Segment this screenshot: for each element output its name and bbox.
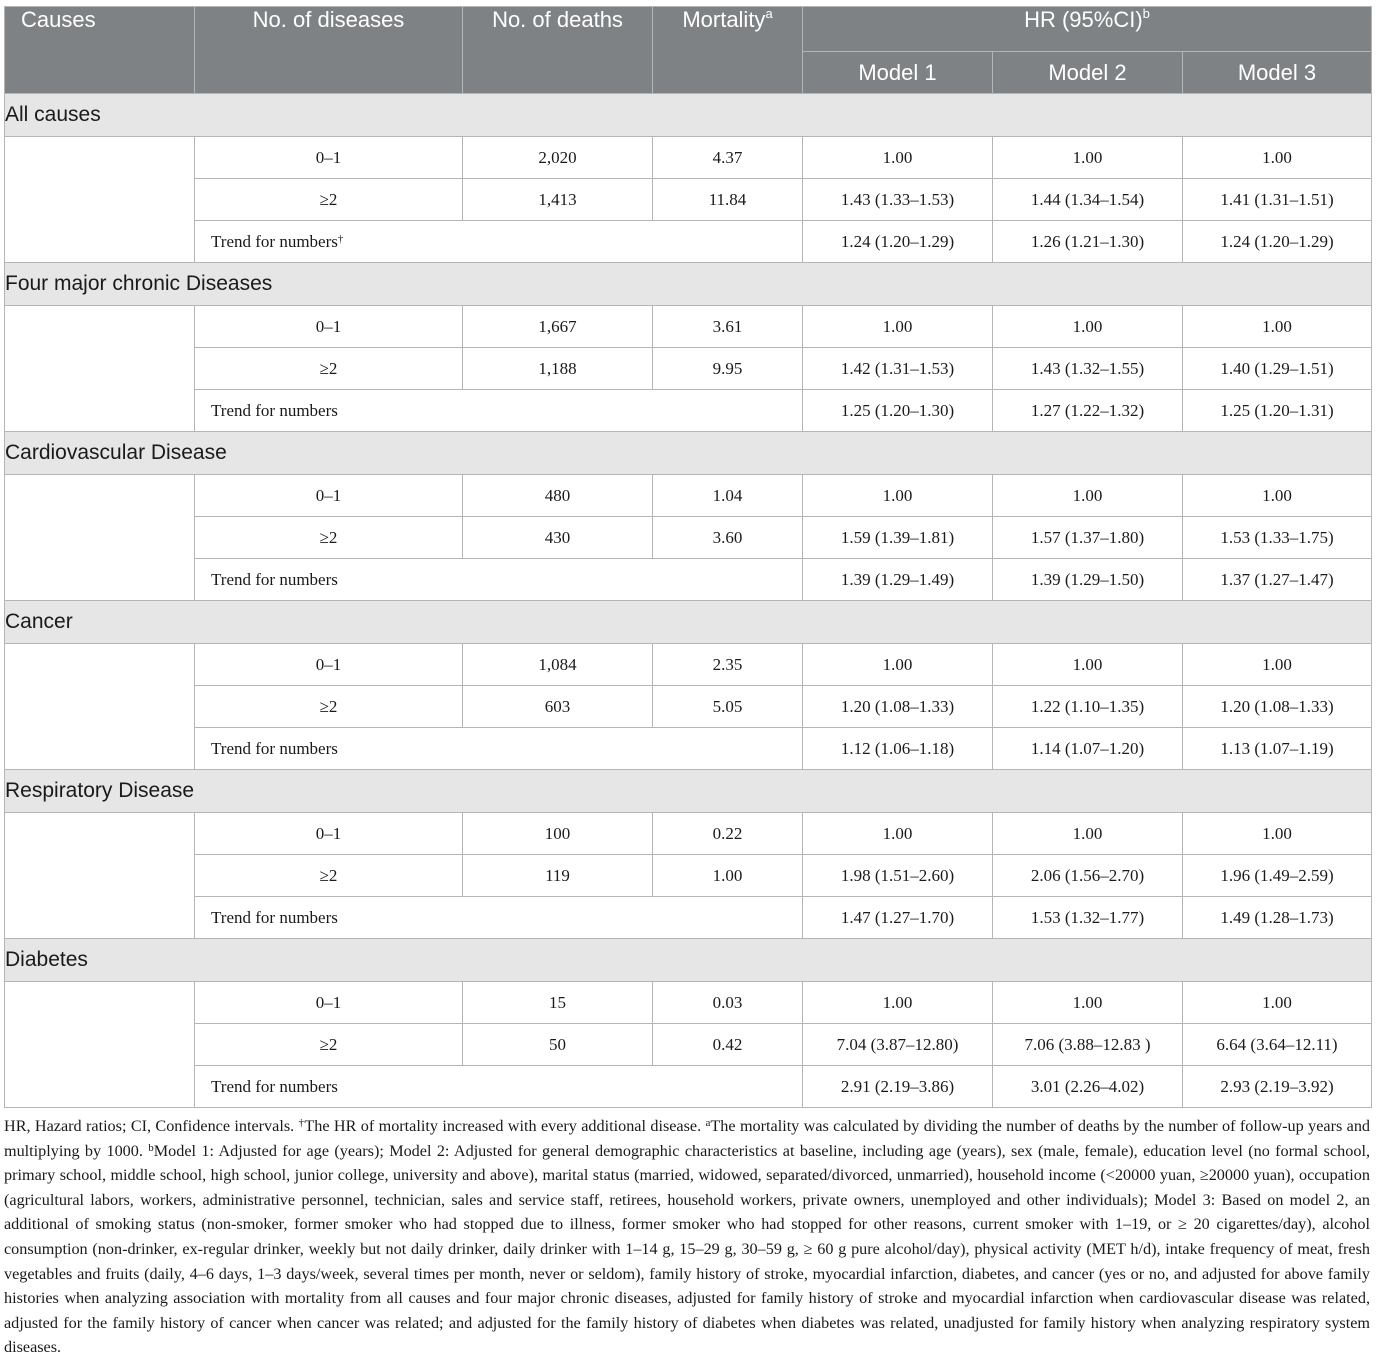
mortality-footnote-mark: a xyxy=(765,6,773,21)
num-diseases-cell: ≥2 xyxy=(195,179,463,221)
header-row-top xyxy=(5,7,1372,52)
table-row xyxy=(5,306,1372,348)
trend-row xyxy=(5,559,1372,601)
footnote-abbreviations: HR, Hazard ratios; CI, Confidence intervals. xyxy=(4,1117,299,1135)
table-row xyxy=(5,348,1372,390)
model1-trend-cell: 1.39 (1.29–1.49) xyxy=(803,559,993,601)
mortality-cell: 1.00 xyxy=(653,855,803,897)
model3-trend-cell: 1.25 (1.20–1.31) xyxy=(1183,390,1372,432)
model2-hr-cell: 7.06 (3.88–12.83 ) xyxy=(993,1024,1183,1066)
model3-hr-cell: 1.00 xyxy=(1183,982,1372,1024)
col-header-mortality xyxy=(653,7,803,94)
trend-label: Trend for numbers xyxy=(211,907,338,927)
model1-hr-cell: 1.42 (1.31–1.53) xyxy=(803,348,993,390)
trend-row xyxy=(5,221,1372,263)
num-diseases-cell: 0–1 xyxy=(195,813,463,855)
table-container xyxy=(4,6,1371,1108)
trend-row xyxy=(5,897,1372,939)
mortality-cell: 5.05 xyxy=(653,686,803,728)
model1-trend-cell: 1.24 (1.20–1.29) xyxy=(803,221,993,263)
table-row xyxy=(5,517,1372,559)
col-header-model1: Model 1 xyxy=(803,52,993,94)
model1-trend-cell: 1.47 (1.27–1.70) xyxy=(803,897,993,939)
trend-row xyxy=(5,390,1372,432)
num-deaths-cell: 1,667 xyxy=(463,306,653,348)
num-diseases-cell: ≥2 xyxy=(195,686,463,728)
trend-label: Trend for numbers xyxy=(211,569,338,589)
table-row xyxy=(5,137,1372,179)
cause-label: Four major chronic Diseases xyxy=(5,263,1372,306)
table-row xyxy=(5,179,1372,221)
num-deaths-cell: 1,413 xyxy=(463,179,653,221)
mortality-cell: 11.84 xyxy=(653,179,803,221)
model2-hr-cell: 1.00 xyxy=(993,644,1183,686)
col-header-num-diseases-label: No. of diseases xyxy=(252,7,405,32)
model2-hr-cell: 1.00 xyxy=(993,982,1183,1024)
model2-trend-cell: 3.01 (2.26–4.02) xyxy=(993,1066,1183,1108)
model1-hr-cell: 1.00 xyxy=(803,306,993,348)
num-diseases-cell: ≥2 xyxy=(195,855,463,897)
table-row xyxy=(5,644,1372,686)
cause-row xyxy=(5,432,1372,475)
model2-trend-cell: 1.27 (1.22–1.32) xyxy=(993,390,1183,432)
trend-label: Trend for numbers xyxy=(211,738,338,758)
col-header-model3: Model 3 xyxy=(1183,52,1372,94)
num-diseases-cell: ≥2 xyxy=(195,348,463,390)
model1-hr-cell: 7.04 (3.87–12.80) xyxy=(803,1024,993,1066)
mortality-cell: 9.95 xyxy=(653,348,803,390)
trend-footnote-mark: † xyxy=(337,232,344,245)
cause-row xyxy=(5,94,1372,137)
model2-hr-cell: 1.44 (1.34–1.54) xyxy=(993,179,1183,221)
num-deaths-cell: 1,188 xyxy=(463,348,653,390)
cause-label: Cancer xyxy=(5,601,1372,644)
model3-trend-cell: 2.93 (2.19–3.92) xyxy=(1183,1066,1372,1108)
model1-trend-cell: 1.25 (1.20–1.30) xyxy=(803,390,993,432)
model3-hr-cell: 1.00 xyxy=(1183,475,1372,517)
trend-label-cell xyxy=(195,390,803,432)
model2-hr-cell: 1.00 xyxy=(993,475,1183,517)
model3-trend-cell: 1.49 (1.28–1.73) xyxy=(1183,897,1372,939)
model3-hr-cell: 1.00 xyxy=(1183,306,1372,348)
num-deaths-cell: 119 xyxy=(463,855,653,897)
model3-hr-cell: 1.53 (1.33–1.75) xyxy=(1183,517,1372,559)
model3-hr-cell: 1.00 xyxy=(1183,137,1372,179)
model3-trend-cell: 1.24 (1.20–1.29) xyxy=(1183,221,1372,263)
cause-label: All causes xyxy=(5,94,1372,137)
trend-label-cell xyxy=(195,728,803,770)
model2-trend-cell: 1.14 (1.07–1.20) xyxy=(993,728,1183,770)
trend-label-cell xyxy=(195,897,803,939)
model3-hr-cell: 1.41 (1.31–1.51) xyxy=(1183,179,1372,221)
mortality-cell: 1.04 xyxy=(653,475,803,517)
model2-hr-cell: 1.57 (1.37–1.80) xyxy=(993,517,1183,559)
blank-cause-cell xyxy=(5,813,195,939)
model1-hr-cell: 1.43 (1.33–1.53) xyxy=(803,179,993,221)
table-row xyxy=(5,1024,1372,1066)
col-header-model2: Model 2 xyxy=(993,52,1183,94)
trend-row xyxy=(5,728,1372,770)
mortality-cell: 0.42 xyxy=(653,1024,803,1066)
table-row xyxy=(5,475,1372,517)
col-header-hr xyxy=(803,7,1372,52)
trend-label-cell xyxy=(195,559,803,601)
model3-hr-cell: 1.00 xyxy=(1183,644,1372,686)
model3-hr-cell: 1.40 (1.29–1.51) xyxy=(1183,348,1372,390)
model1-hr-cell: 1.00 xyxy=(803,982,993,1024)
num-diseases-cell: 0–1 xyxy=(195,137,463,179)
model1-hr-cell: 1.59 (1.39–1.81) xyxy=(803,517,993,559)
num-diseases-cell: 0–1 xyxy=(195,982,463,1024)
footnote-b-mark: b xyxy=(148,1141,154,1154)
model1-hr-cell: 1.00 xyxy=(803,644,993,686)
table-row xyxy=(5,813,1372,855)
num-deaths-cell: 603 xyxy=(463,686,653,728)
model1-hr-cell: 1.98 (1.51–2.60) xyxy=(803,855,993,897)
footnote-a-mark: a xyxy=(705,1117,711,1129)
model1-trend-cell: 2.91 (2.19–3.86) xyxy=(803,1066,993,1108)
mortality-cell: 2.35 xyxy=(653,644,803,686)
trend-label: Trend for numbers xyxy=(211,1076,338,1096)
num-deaths-cell: 480 xyxy=(463,475,653,517)
footnote-a-text: The mortality was calculated by dividing the number of deaths by the number of follow-up years and multiplying by 1000. xyxy=(4,1117,1371,1160)
table-row xyxy=(5,982,1372,1024)
trend-label: Trend for numbers xyxy=(211,400,338,420)
model3-hr-cell: 1.20 (1.08–1.33) xyxy=(1183,686,1372,728)
mortality-cell: 0.22 xyxy=(653,813,803,855)
model2-trend-cell: 1.26 (1.21–1.30) xyxy=(993,221,1183,263)
model3-hr-cell: 1.96 (1.49–2.59) xyxy=(1183,855,1372,897)
col-header-causes-label: Causes xyxy=(21,7,96,32)
mortality-cell: 3.60 xyxy=(653,517,803,559)
model3-trend-cell: 1.37 (1.27–1.47) xyxy=(1183,559,1372,601)
num-deaths-cell: 50 xyxy=(463,1024,653,1066)
num-diseases-cell: ≥2 xyxy=(195,517,463,559)
num-diseases-cell: ≥2 xyxy=(195,1024,463,1066)
trend-label-cell xyxy=(195,1066,803,1108)
blank-cause-cell xyxy=(5,475,195,601)
cause-row xyxy=(5,939,1372,982)
table-row xyxy=(5,855,1372,897)
mortality-cell: 3.61 xyxy=(653,306,803,348)
model3-hr-cell: 1.00 xyxy=(1183,813,1372,855)
col-header-num-diseases xyxy=(195,7,463,94)
num-deaths-cell: 100 xyxy=(463,813,653,855)
blank-cause-cell xyxy=(5,982,195,1108)
mortality-hr-table xyxy=(4,6,1372,1108)
table-row xyxy=(5,686,1372,728)
model1-trend-cell: 1.12 (1.06–1.18) xyxy=(803,728,993,770)
cause-label: Cardiovascular Disease xyxy=(5,432,1372,475)
footnote-dagger-text: The HR of mortality increased with every additional disease. xyxy=(304,1117,706,1135)
num-diseases-cell: 0–1 xyxy=(195,475,463,517)
trend-row xyxy=(5,1066,1372,1108)
model2-hr-cell: 1.43 (1.32–1.55) xyxy=(993,348,1183,390)
model1-hr-cell: 1.00 xyxy=(803,475,993,517)
col-header-num-deaths xyxy=(463,7,653,94)
model1-hr-cell: 1.00 xyxy=(803,137,993,179)
num-deaths-cell: 2,020 xyxy=(463,137,653,179)
col-header-num-deaths-label: No. of deaths xyxy=(492,7,623,32)
trend-label: Trend for numbers xyxy=(211,231,338,251)
cause-label: Respiratory Disease xyxy=(5,770,1372,813)
col-header-hr-label: HR (95%CI) xyxy=(1024,7,1143,32)
cause-row xyxy=(5,263,1372,306)
model2-hr-cell: 1.22 (1.10–1.35) xyxy=(993,686,1183,728)
num-diseases-cell: 0–1 xyxy=(195,306,463,348)
model2-hr-cell: 1.00 xyxy=(993,306,1183,348)
blank-cause-cell xyxy=(5,137,195,263)
blank-cause-cell xyxy=(5,644,195,770)
col-header-causes xyxy=(5,7,195,94)
mortality-cell: 0.03 xyxy=(653,982,803,1024)
hr-footnote-mark: b xyxy=(1142,6,1150,21)
table-footnote xyxy=(4,1114,1370,1360)
table-body xyxy=(5,94,1372,1108)
mortality-cell: 4.37 xyxy=(653,137,803,179)
cause-label: Diabetes xyxy=(5,939,1372,982)
cause-row xyxy=(5,770,1372,813)
num-diseases-cell: 0–1 xyxy=(195,644,463,686)
model2-hr-cell: 1.00 xyxy=(993,813,1183,855)
model3-hr-cell: 6.64 (3.64–12.11) xyxy=(1183,1024,1372,1066)
cause-row xyxy=(5,601,1372,644)
footnote-dagger-mark: † xyxy=(298,1117,305,1129)
blank-cause-cell xyxy=(5,306,195,432)
model1-hr-cell: 1.20 (1.08–1.33) xyxy=(803,686,993,728)
model1-hr-cell: 1.00 xyxy=(803,813,993,855)
model2-trend-cell: 1.39 (1.29–1.50) xyxy=(993,559,1183,601)
footnote-b-text: Model 1: Adjusted for age (years); Model 2: Adjusted for general demographic characteristics at baseline, including age (years), sex (male, female), education level (no formal school, primary school, middle school, high school, junior college, university and above), marital status (married, widowed, separated/divorced, unmarried), household income (<20000 yuan, ≥20000 yuan), occupation (agricultural labors, workers, administrative personnel, technician, sales and service staff, retirees, household workers, private owners, unemployed and other individuals); Model 3: Based on model 2, an additional of smoking status (non-smoker, former smoker who had stopped due to illness, former smoker who had stopped for other reasons, current smoker with 1–19, or ≥ 20 cigarettes/day), alcohol consumption (non-drinker, ex-regular drinker, weekly but not daily drinker, daily drinker with 1–14 g, 15–29 g, 30–59 g, ≥ 60 g pure alcohol/day), physical activity (MET h/d), intake frequency of meat, fresh vegetables and fruits (daily, 4–6 days, 1–3 days/week, several times per month, never or seldom), family history of stroke, myocardial infarction, diabetes, and cancer (yes or no, and adjusted for above family histories when analyzing association with mortality from all causes and four major chronic diseases, adjusted for family history of stroke and myocardial infarction when cardiovascular disease was related, adjusted for the family history of cancer when cancer was related; and adjusted for the family history of diabetes when diabetes was related, unadjusted for family history when analyzing respiratory system diseases. xyxy=(4,1141,1370,1357)
col-header-mortality-label: Mortality xyxy=(682,7,766,32)
trend-label-cell xyxy=(195,221,803,263)
num-deaths-cell: 15 xyxy=(463,982,653,1024)
model2-hr-cell: 2.06 (1.56–2.70) xyxy=(993,855,1183,897)
model3-trend-cell: 1.13 (1.07–1.19) xyxy=(1183,728,1372,770)
model2-trend-cell: 1.53 (1.32–1.77) xyxy=(993,897,1183,939)
num-deaths-cell: 1,084 xyxy=(463,644,653,686)
model2-hr-cell: 1.00 xyxy=(993,137,1183,179)
num-deaths-cell: 430 xyxy=(463,517,653,559)
